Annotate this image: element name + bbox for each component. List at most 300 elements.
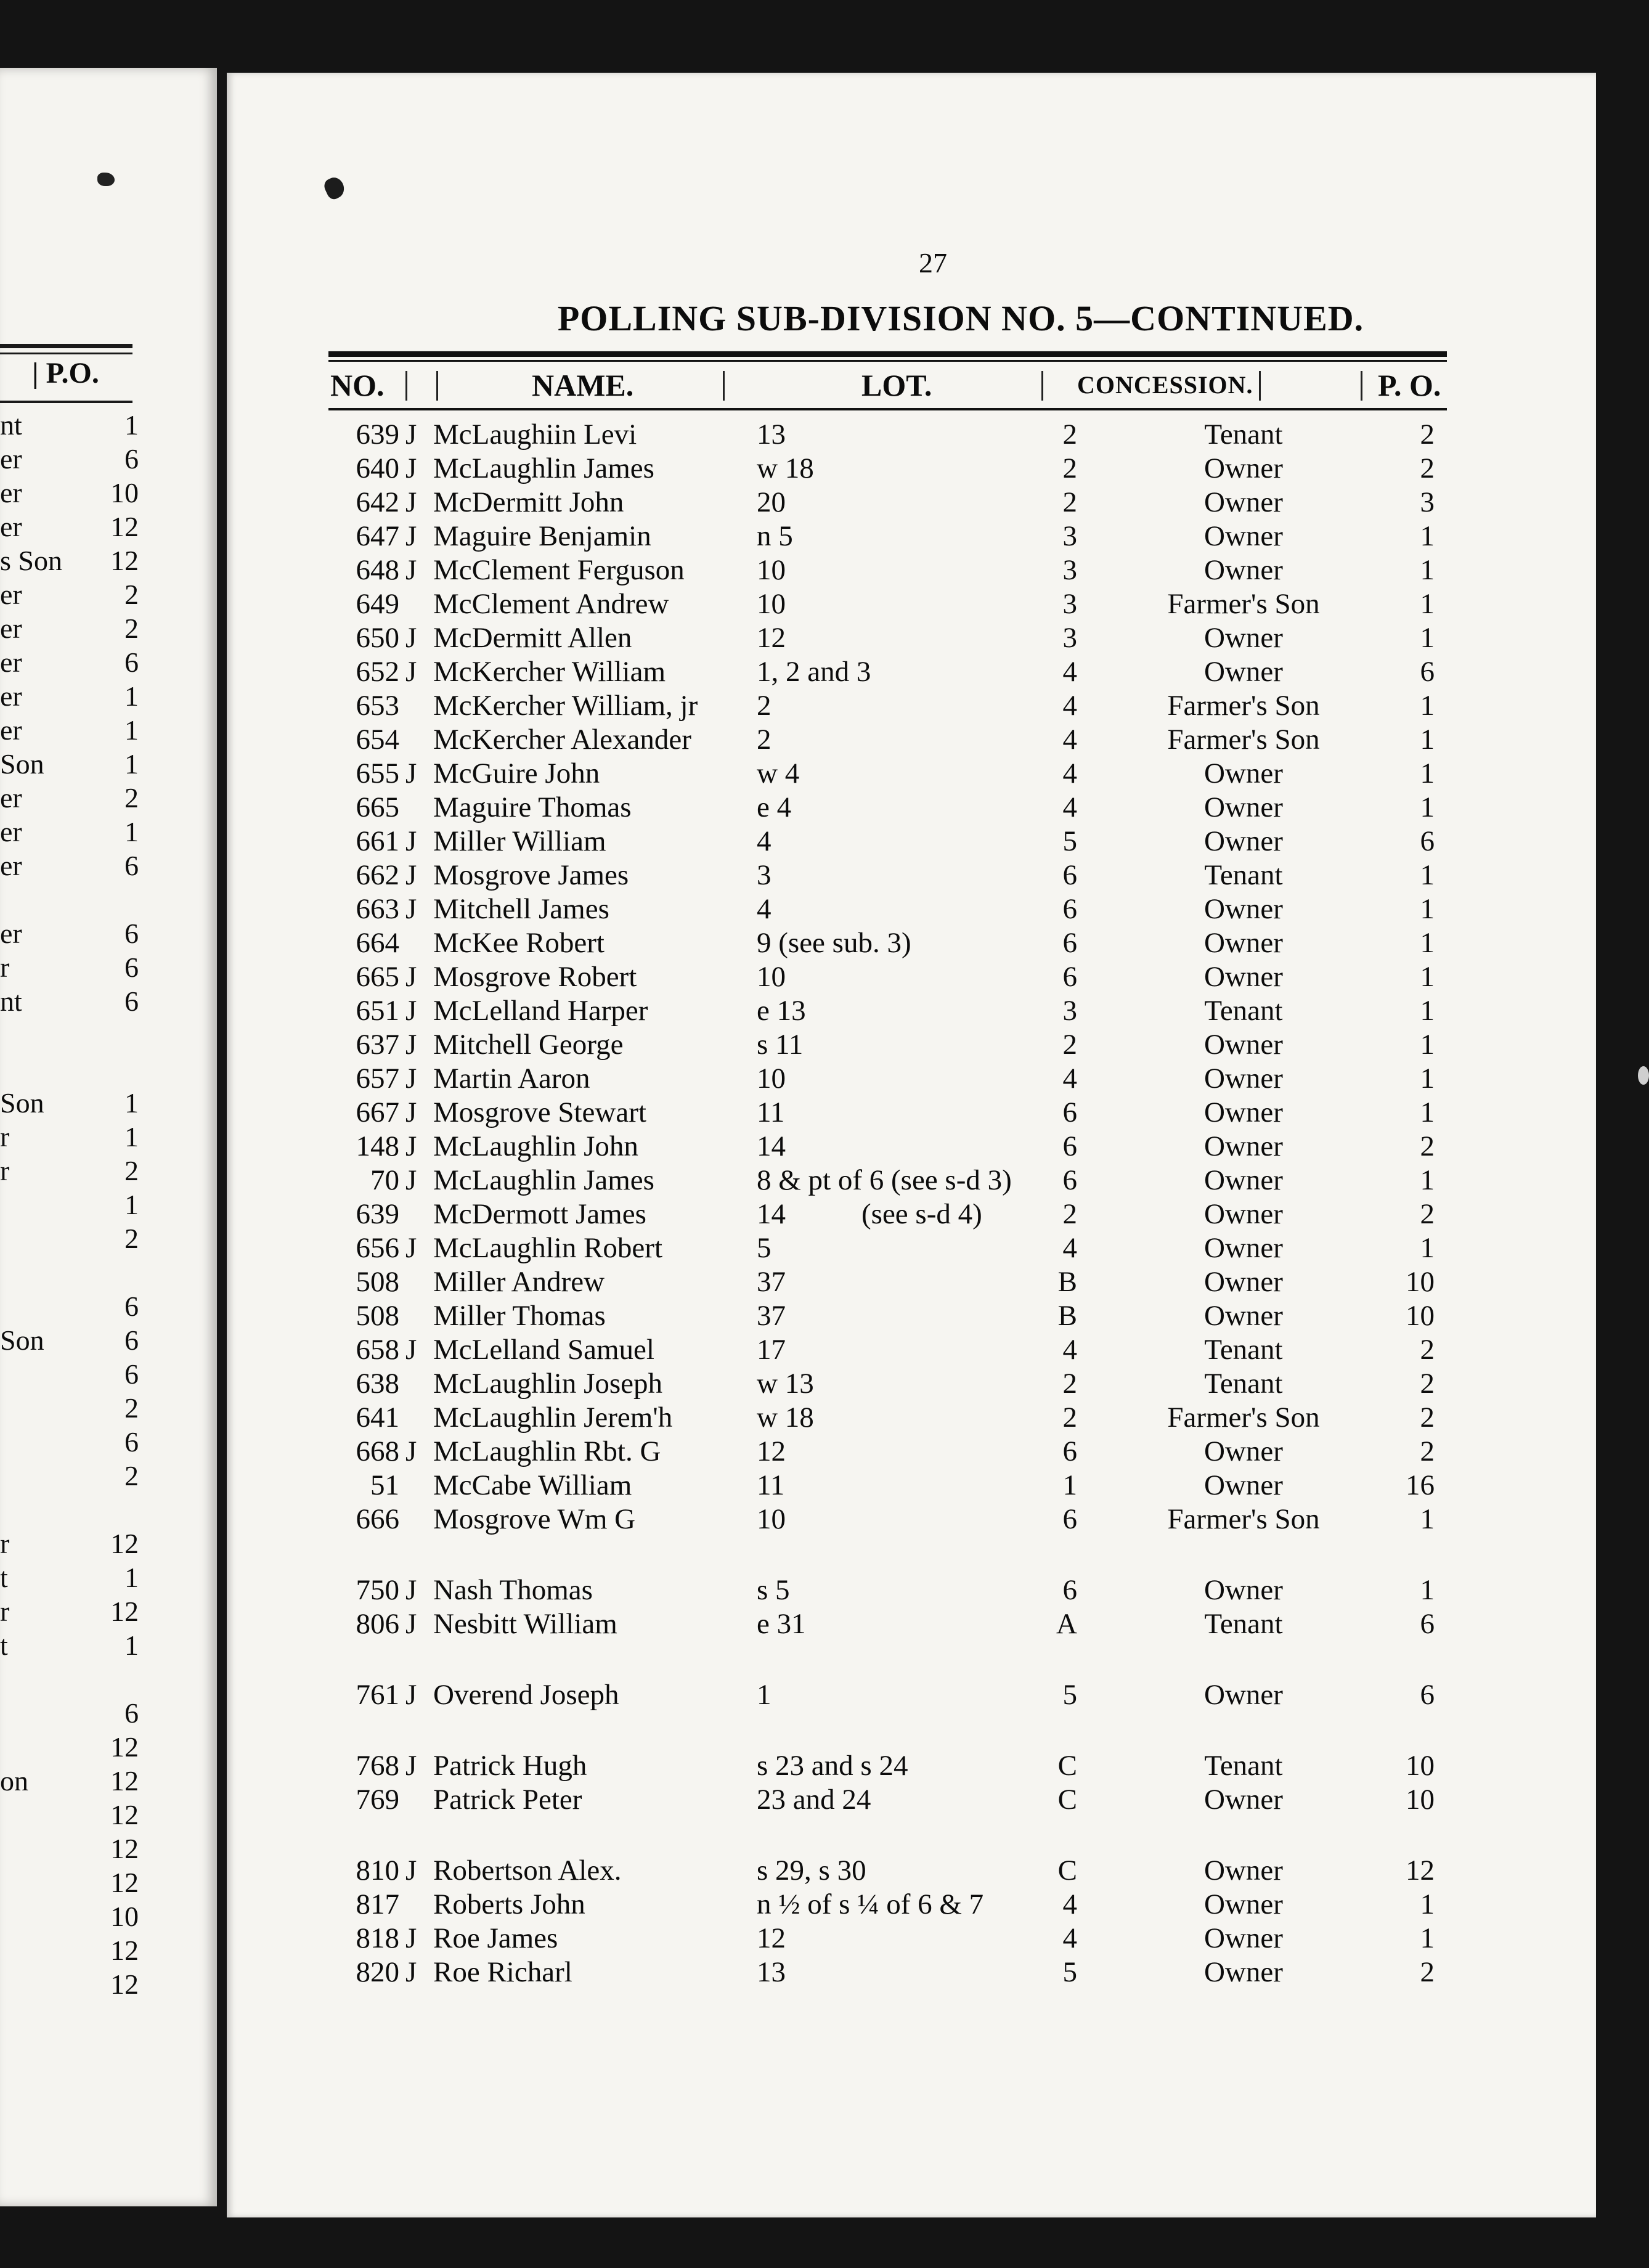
entry-number: 817: [356, 1888, 399, 1920]
juror-mark: J: [405, 825, 417, 857]
table-row: [227, 1888, 1596, 1922]
left-po: 12: [110, 1968, 139, 2000]
table-row: [227, 689, 1596, 723]
left-row: [0, 1764, 139, 1798]
left-row: [0, 1866, 139, 1899]
status: Owner: [1204, 1854, 1283, 1887]
left-status-fragment: er: [0, 647, 22, 678]
voter-name: McDermott James: [433, 1198, 646, 1230]
lot: 13: [757, 418, 786, 451]
status: Owner: [1204, 757, 1283, 789]
lot: 2: [757, 724, 772, 756]
post-office: 1: [1420, 1063, 1435, 1095]
left-po: 10: [110, 1901, 139, 1932]
voter-name: McGuire John: [433, 757, 600, 789]
lot: 1, 2 and 3: [757, 656, 871, 688]
voter-name: Miller Andrew: [433, 1266, 605, 1298]
voter-name: Nash Thomas: [433, 1574, 593, 1606]
juror-mark: J: [405, 1854, 417, 1887]
table-row: [227, 1503, 1596, 1536]
table-row: [227, 1749, 1596, 1783]
status: Owner: [1204, 1888, 1283, 1920]
entry-number: 656: [356, 1232, 399, 1264]
post-office: 10: [1406, 1300, 1435, 1332]
post-office: 1: [1420, 724, 1435, 756]
table-row: [227, 926, 1596, 960]
voter-name: McLelland Harper: [433, 995, 648, 1027]
lot: 10: [757, 1063, 786, 1095]
left-po: 2: [124, 1223, 139, 1254]
concession: 4: [1062, 1063, 1077, 1095]
voter-name: McLaughlin James: [433, 452, 654, 484]
left-po: 12: [110, 545, 139, 576]
status: Owner: [1204, 554, 1283, 586]
status: Farmer's Son: [1167, 1401, 1320, 1434]
left-row: [0, 1696, 139, 1730]
entry-number: 51: [370, 1469, 399, 1501]
entry-number: 641: [356, 1401, 399, 1434]
entry-number: 642: [356, 486, 399, 518]
status: Farmer's Son: [1167, 588, 1320, 620]
header-po: P. O.: [1378, 368, 1441, 402]
left-status-fragment: r: [0, 1596, 10, 1627]
voter-name: McDermitt John: [433, 486, 624, 518]
voter-name: Nesbitt William: [433, 1608, 617, 1640]
entry-number: 508: [356, 1266, 399, 1298]
left-po: 2: [124, 613, 139, 644]
concession: 6: [1062, 1164, 1077, 1196]
lot: 9 (see sub. 3): [757, 927, 911, 959]
left-status-fragment: er: [0, 613, 22, 644]
left-row: [0, 1798, 139, 1832]
lot: 14: [757, 1130, 786, 1162]
concession: 5: [1062, 825, 1077, 857]
document-page: [227, 73, 1596, 2217]
table-row: [227, 960, 1596, 994]
status: Owner: [1204, 1784, 1283, 1816]
concession: 3: [1062, 995, 1077, 1027]
left-po: 6: [124, 1291, 139, 1322]
concession: 2: [1062, 418, 1077, 451]
voter-name: Robertson Alex.: [433, 1854, 622, 1887]
entry-number: 638: [356, 1368, 399, 1400]
ink-spot: [97, 173, 115, 186]
voter-name: McKercher William: [433, 656, 666, 688]
left-row: [0, 747, 139, 781]
left-status-fragment: er: [0, 850, 22, 881]
table-row: [227, 418, 1596, 452]
status: Farmer's Son: [1167, 724, 1320, 756]
post-office: 1: [1420, 622, 1435, 654]
concession: 2: [1062, 1198, 1077, 1230]
concession: 5: [1062, 1679, 1077, 1711]
lot: 5: [757, 1232, 772, 1264]
left-po: 12: [110, 1867, 139, 1898]
left-po: 1: [124, 714, 139, 746]
status: Owner: [1204, 1063, 1283, 1095]
status: Owner: [1204, 961, 1283, 993]
status: Owner: [1204, 452, 1283, 484]
table-row: [227, 1922, 1596, 1956]
lot: 23 and 24: [757, 1784, 871, 1816]
voter-name: McCabe William: [433, 1469, 632, 1501]
table-row: [227, 825, 1596, 859]
post-office: 1: [1420, 927, 1435, 959]
entry-number: 820: [356, 1956, 399, 1988]
table-row: [227, 1265, 1596, 1299]
lot: w 18: [757, 452, 814, 484]
juror-mark: J: [405, 893, 417, 925]
header-name: NAME.: [532, 368, 634, 402]
status: Owner: [1204, 1266, 1283, 1298]
left-po: 12: [110, 511, 139, 542]
left-status-fragment: t: [0, 1562, 8, 1593]
lot-note: (see s-d 4): [861, 1198, 982, 1230]
post-office: 1: [1420, 757, 1435, 789]
concession: 3: [1062, 588, 1077, 620]
entry-number: 650: [356, 622, 399, 654]
status: Owner: [1204, 927, 1283, 959]
left-row: [0, 544, 139, 577]
juror-mark: J: [405, 1164, 417, 1196]
lot: 17: [757, 1334, 786, 1366]
left-po: 6: [124, 918, 139, 949]
left-status-fragment: er: [0, 918, 22, 949]
entry-number: 648: [356, 554, 399, 586]
entry-number: 769: [356, 1784, 399, 1816]
lot: 3: [757, 859, 772, 891]
left-status-fragment: r: [0, 1121, 10, 1152]
status: Owner: [1204, 622, 1283, 654]
voter-name: McKee Robert: [433, 927, 605, 959]
post-office: 2: [1420, 1368, 1435, 1400]
voter-name: McClement Andrew: [433, 588, 669, 620]
table-row: [227, 1573, 1596, 1607]
left-row: [0, 1933, 139, 1967]
left-po: 12: [110, 1833, 139, 1864]
juror-mark: J: [405, 1232, 417, 1264]
status: Tenant: [1204, 1750, 1283, 1782]
left-status-fragment: nt: [0, 409, 22, 441]
header-underline: [0, 401, 132, 403]
post-office: 6: [1420, 825, 1435, 857]
left-row: [0, 510, 139, 544]
left-row: [0, 984, 139, 1018]
entry-number: 667: [356, 1096, 399, 1128]
voter-name: Patrick Hugh: [433, 1750, 587, 1782]
juror-mark: J: [405, 1334, 417, 1366]
concession: 4: [1062, 724, 1077, 756]
concession: 4: [1062, 1232, 1077, 1264]
column-separator: [1259, 371, 1261, 401]
status: Owner: [1204, 1679, 1283, 1711]
left-status-fragment: nt: [0, 985, 22, 1017]
table-row: [227, 791, 1596, 825]
table-row: [227, 1367, 1596, 1401]
entry-number: 810: [356, 1854, 399, 1887]
status: Farmer's Son: [1167, 690, 1320, 722]
entry-number: 750: [356, 1574, 399, 1606]
table-row: [227, 520, 1596, 553]
left-row: [0, 1628, 139, 1662]
juror-mark: J: [405, 1750, 417, 1782]
left-po: 6: [124, 985, 139, 1017]
left-po: 12: [110, 1765, 139, 1797]
concession: 4: [1062, 690, 1077, 722]
voter-name: Roberts John: [433, 1888, 585, 1920]
left-status-fragment: er: [0, 511, 22, 542]
voter-name: Patrick Peter: [433, 1784, 582, 1816]
entry-number: 639: [356, 418, 399, 451]
concession: 3: [1062, 554, 1077, 586]
entry-number: 665: [356, 791, 399, 823]
lot: 11: [757, 1096, 785, 1128]
post-office: 1: [1420, 859, 1435, 891]
entry-number: 639: [356, 1198, 399, 1230]
table-row: [227, 1678, 1596, 1712]
left-po: 1: [124, 1121, 139, 1152]
left-status-fragment: t: [0, 1630, 8, 1661]
left-po: 1: [124, 816, 139, 847]
status: Owner: [1204, 825, 1283, 857]
entry-number: 818: [356, 1922, 399, 1954]
concession: B: [1057, 1300, 1077, 1332]
post-office: 1: [1420, 554, 1435, 586]
left-po: 12: [110, 1935, 139, 1966]
status: Owner: [1204, 1232, 1283, 1264]
lot: 4: [757, 825, 772, 857]
concession: C: [1057, 1784, 1077, 1816]
post-office: 3: [1420, 486, 1435, 518]
left-po: 2: [124, 1155, 139, 1186]
left-row: [0, 1391, 139, 1425]
concession: 3: [1062, 520, 1077, 552]
left-po: 12: [110, 1596, 139, 1627]
juror-mark: J: [405, 1922, 417, 1954]
left-po: 2: [124, 1392, 139, 1424]
juror-mark: J: [405, 961, 417, 993]
header-concession: CONCESSION.: [1077, 371, 1253, 399]
table-row: [227, 1333, 1596, 1367]
voter-name: McLaughlin James: [433, 1164, 654, 1196]
concession: 5: [1062, 1956, 1077, 1988]
left-po: 2: [124, 1460, 139, 1491]
entry-number: 655: [356, 757, 399, 789]
column-separator: [1041, 371, 1043, 401]
status: Owner: [1204, 520, 1283, 552]
previous-page-fragment: [0, 68, 217, 2206]
juror-mark: J: [405, 757, 417, 789]
lot: w 13: [757, 1368, 814, 1400]
post-office: 1: [1420, 791, 1435, 823]
lot: s 23 and s 24: [757, 1750, 908, 1782]
post-office: 6: [1420, 656, 1435, 688]
left-row: [0, 476, 139, 510]
concession: 6: [1062, 927, 1077, 959]
post-office: 2: [1420, 1334, 1435, 1366]
lot: 37: [757, 1300, 786, 1332]
entry-number: 70: [370, 1164, 399, 1196]
concession: 2: [1062, 1401, 1077, 1434]
left-po: 10: [110, 477, 139, 508]
concession: 6: [1062, 1435, 1077, 1467]
juror-mark: J: [405, 1096, 417, 1128]
entry-number: 665: [356, 961, 399, 993]
status: Owner: [1204, 1574, 1283, 1606]
page-number: 27: [919, 247, 947, 279]
left-row: [0, 1560, 139, 1594]
voter-name: Miller William: [433, 825, 606, 857]
voter-name: Roe Richarl: [433, 1956, 572, 1988]
left-po: 2: [124, 579, 139, 610]
post-office: 2: [1420, 1435, 1435, 1467]
post-office: 10: [1406, 1266, 1435, 1298]
left-po: 1: [124, 1189, 139, 1220]
concession: 4: [1062, 791, 1077, 823]
table-row: [227, 553, 1596, 587]
status: Tenant: [1204, 418, 1283, 451]
post-office: 2: [1420, 1130, 1435, 1162]
header-lot: LOT.: [861, 368, 932, 402]
voter-name: Maguire Thomas: [433, 791, 632, 823]
table-row: [227, 452, 1596, 486]
voter-name: Roe James: [433, 1922, 558, 1954]
concession: 2: [1062, 1029, 1077, 1061]
post-office: 1: [1420, 995, 1435, 1027]
left-po: 12: [110, 1799, 139, 1830]
juror-mark: J: [405, 1063, 417, 1095]
left-po-header: | P.O.: [32, 357, 99, 390]
left-status-fragment: r: [0, 952, 10, 983]
concession: 6: [1062, 859, 1077, 891]
post-office: 10: [1406, 1750, 1435, 1782]
left-row: [0, 713, 139, 747]
ink-spot: [322, 174, 348, 201]
left-po: 6: [124, 1697, 139, 1729]
left-row: [0, 1120, 139, 1154]
left-row: [0, 442, 139, 476]
table-row: [227, 1130, 1596, 1164]
left-row: [0, 1459, 139, 1493]
left-row: [0, 1255, 139, 1289]
post-office: 6: [1420, 1679, 1435, 1711]
column-separator: [1361, 371, 1362, 401]
lot: 10: [757, 588, 786, 620]
header-underline: [328, 408, 1447, 410]
status: Owner: [1204, 1130, 1283, 1162]
left-row: [0, 1832, 139, 1866]
table-row: [227, 1401, 1596, 1435]
concession: 2: [1062, 1368, 1077, 1400]
voter-name: McKercher Alexander: [433, 724, 691, 756]
left-row: [0, 849, 139, 883]
juror-mark: J: [405, 1130, 417, 1162]
left-status-fragment: er: [0, 816, 22, 847]
entry-number: 640: [356, 452, 399, 484]
header-rule-thin: [0, 353, 132, 354]
lot: e 13: [757, 995, 806, 1027]
voter-name: Mitchell George: [433, 1029, 624, 1061]
status: Owner: [1204, 1096, 1283, 1128]
concession: 2: [1062, 452, 1077, 484]
left-status-fragment: Son: [0, 1087, 44, 1119]
entry-number: 768: [356, 1750, 399, 1782]
concession: 6: [1062, 1130, 1077, 1162]
table-row: [227, 1164, 1596, 1197]
lot: 11: [757, 1469, 785, 1501]
left-row: [0, 1493, 139, 1527]
voter-name: McDermitt Allen: [433, 622, 632, 654]
left-status-fragment: Son: [0, 748, 44, 780]
concession: 4: [1062, 1888, 1077, 1920]
status: Owner: [1204, 1922, 1283, 1954]
concession: 6: [1062, 1503, 1077, 1535]
left-po: 1: [124, 748, 139, 780]
left-po: 1: [124, 409, 139, 441]
concession: 6: [1062, 893, 1077, 925]
left-status-fragment: er: [0, 680, 22, 712]
entry-number: 661: [356, 825, 399, 857]
voter-name: Maguire Benjamin: [433, 520, 651, 552]
lot: 12: [757, 1922, 786, 1954]
voter-name: McLaughlin Joseph: [433, 1368, 663, 1400]
left-status-fragment: r: [0, 1155, 10, 1186]
left-po: 1: [124, 680, 139, 712]
juror-mark: J: [405, 1435, 417, 1467]
lot: 4: [757, 893, 772, 925]
voter-name: Mosgrove Wm G: [433, 1503, 636, 1535]
post-office: 1: [1420, 1888, 1435, 1920]
voter-name: Mosgrove Robert: [433, 961, 637, 993]
post-office: 1: [1420, 961, 1435, 993]
column-separator: [405, 371, 407, 401]
entry-number: 647: [356, 520, 399, 552]
lot: 1: [757, 1679, 772, 1711]
left-row: [0, 1594, 139, 1628]
left-row: [0, 781, 139, 815]
entry-number: 649: [356, 588, 399, 620]
left-row: [0, 950, 139, 984]
status: Tenant: [1204, 995, 1283, 1027]
concession: 4: [1062, 656, 1077, 688]
post-office: 1: [1420, 1029, 1435, 1061]
left-row: [0, 577, 139, 611]
title-rule-thin: [328, 360, 1447, 362]
entry-number: 663: [356, 893, 399, 925]
entry-number: 658: [356, 1334, 399, 1366]
title-rule: [328, 351, 1447, 357]
left-row: [0, 611, 139, 645]
entry-number: 653: [356, 690, 399, 722]
left-status-fragment: er: [0, 714, 22, 746]
left-status-fragment: er: [0, 477, 22, 508]
lot: s 29, s 30: [757, 1854, 866, 1887]
table-row: [227, 1956, 1596, 1989]
entry-number: 654: [356, 724, 399, 756]
post-office: 1: [1420, 1503, 1435, 1535]
lot: s 5: [757, 1574, 790, 1606]
voter-name: McLelland Samuel: [433, 1334, 654, 1366]
entry-number: 668: [356, 1435, 399, 1467]
table-row: [227, 1469, 1596, 1503]
left-po: 6: [124, 1426, 139, 1458]
left-row: [0, 916, 139, 950]
lot: e 4: [757, 791, 792, 823]
table-row: [227, 1062, 1596, 1096]
voter-name: McKercher William, jr: [433, 690, 698, 722]
post-office: 2: [1420, 418, 1435, 451]
entry-number: 652: [356, 656, 399, 688]
